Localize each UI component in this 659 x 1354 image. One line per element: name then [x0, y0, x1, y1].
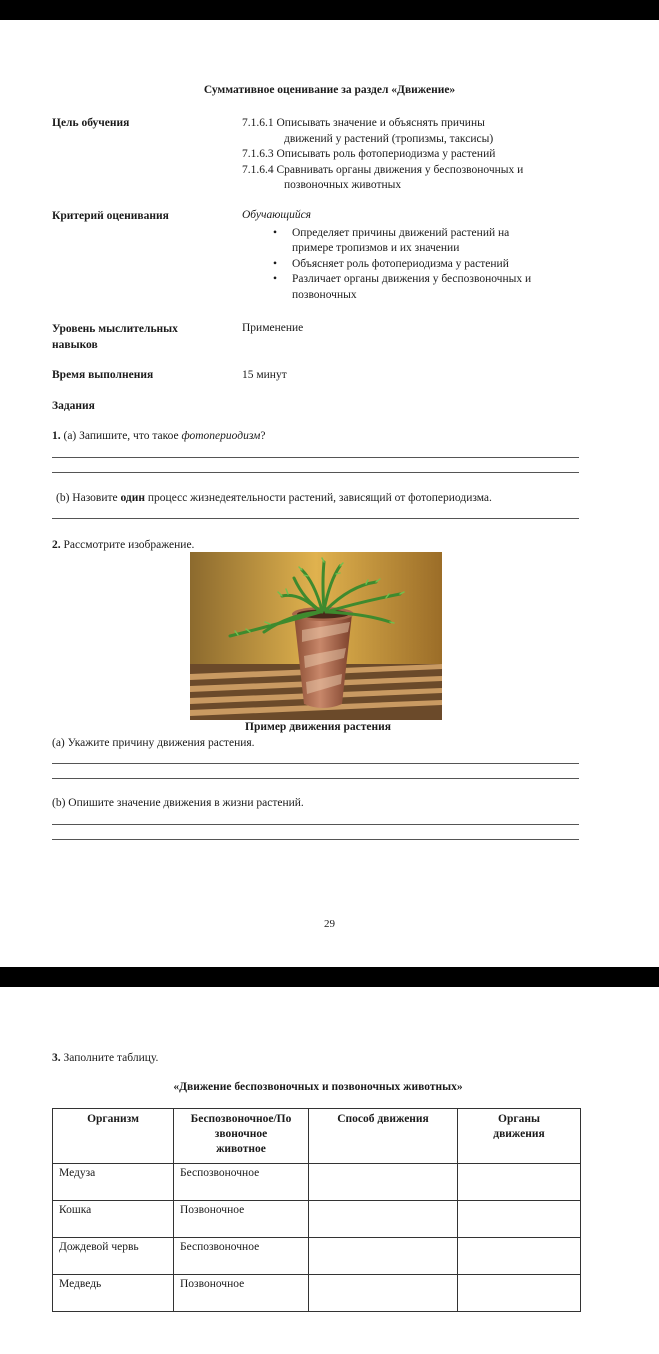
image-caption: Пример движения растения	[245, 721, 391, 733]
movement-organs-cell[interactable]	[458, 1275, 581, 1312]
question-2a: (a) Укажите причину движения растения.	[52, 737, 255, 749]
type-cell: Беспозвоночное	[174, 1238, 309, 1275]
question-2b: (b) Опишите значение движения в жизни растений.	[52, 797, 304, 809]
organism-cell: Медведь	[53, 1275, 174, 1312]
column-header: Органы движения	[458, 1109, 581, 1164]
criteria-item: • Определяет причины движений растений на примере тропизмов и их значении	[292, 226, 531, 257]
type-cell: Позвоночное	[174, 1275, 309, 1312]
movement-organs-cell[interactable]	[458, 1238, 581, 1275]
answer-line[interactable]	[52, 472, 579, 473]
movement-method-cell[interactable]	[309, 1275, 458, 1312]
question-3: 3. Заполните таблицу.	[52, 1052, 159, 1064]
answer-line[interactable]	[52, 839, 579, 840]
tasks-heading: Задания	[52, 400, 95, 412]
table-title: «Движение беспозвоночных и позвоночных животных»	[173, 1081, 463, 1093]
column-header: Способ движения	[309, 1109, 458, 1164]
document-title: Суммативное оценивание за раздел «Движение»	[203, 84, 456, 96]
table-row	[53, 1201, 581, 1238]
answer-line[interactable]	[52, 763, 579, 764]
page-number: 29	[324, 918, 335, 930]
goal-line: 7.1.6.3 Описывать роль фотопериодизма у растений	[242, 148, 496, 160]
question-1b: (b) Назовите один процесс жизнедеятельности растений, зависящий от фотопериодизма.	[56, 492, 492, 504]
criteria-values	[242, 208, 531, 303]
question-1a: 1. (a) Запишите, что такое фотопериодизм?	[52, 430, 266, 442]
type-cell: Позвоночное	[174, 1201, 309, 1238]
time-value: 15 минут	[242, 369, 287, 381]
criteria-list	[242, 226, 531, 304]
organism-cell: Кошка	[53, 1201, 174, 1238]
page-separator-bar	[0, 967, 659, 987]
question-2: 2. Рассмотрите изображение.	[52, 539, 195, 551]
skills-level-value: Применение	[242, 322, 304, 334]
potted-plant-image	[190, 552, 442, 720]
column-header: Организм	[53, 1109, 174, 1164]
learning-goal-label: Цель обучения	[52, 117, 130, 129]
movement-method-cell[interactable]	[309, 1238, 458, 1275]
goal-line: 7.1.6.4 Сравнивать органы движения у беспозвоночных и	[242, 163, 524, 176]
movement-method-cell[interactable]	[309, 1164, 458, 1201]
plant-photo	[190, 552, 442, 720]
learning-goal-values	[242, 116, 523, 194]
movement-method-cell[interactable]	[309, 1201, 458, 1238]
type-cell: Беспозвоночное	[174, 1164, 309, 1201]
answer-line[interactable]	[52, 824, 579, 825]
criteria-item: • Различает органы движения у беспозвоночных и позвоночных	[292, 272, 531, 303]
goal-line: движений у растений (тропизмы, таксисы)	[284, 132, 494, 145]
answer-line[interactable]	[52, 778, 579, 779]
column-header: Беспозвоночное/По звоночное животное	[174, 1109, 309, 1164]
top-black-bar	[0, 0, 659, 20]
criteria-label: Критерий оценивания	[52, 210, 169, 222]
organism-cell: Медуза	[53, 1164, 174, 1201]
time-label: Время выполнения	[52, 369, 154, 381]
criteria-item: • Объясняет роль фотопериодизма у растений	[292, 257, 531, 273]
goal-line: позвоночных животных	[284, 179, 402, 191]
movement-organs-cell[interactable]	[458, 1201, 581, 1238]
organism-cell: Дождевой червь	[53, 1238, 174, 1275]
table-row	[53, 1238, 581, 1275]
answer-line[interactable]	[52, 457, 579, 458]
skills-level-label: Уровень мыслительных навыков	[52, 323, 178, 351]
criteria-intro: Обучающийся	[242, 209, 312, 221]
table-row	[53, 1275, 581, 1312]
movement-organs-cell[interactable]	[458, 1164, 581, 1201]
goal-line: 7.1.6.1 Описывать значение и объяснять причины	[242, 117, 485, 129]
answer-line[interactable]	[52, 518, 579, 519]
table-header-row	[53, 1109, 581, 1164]
movement-table	[52, 1108, 581, 1312]
table-row	[53, 1164, 581, 1201]
